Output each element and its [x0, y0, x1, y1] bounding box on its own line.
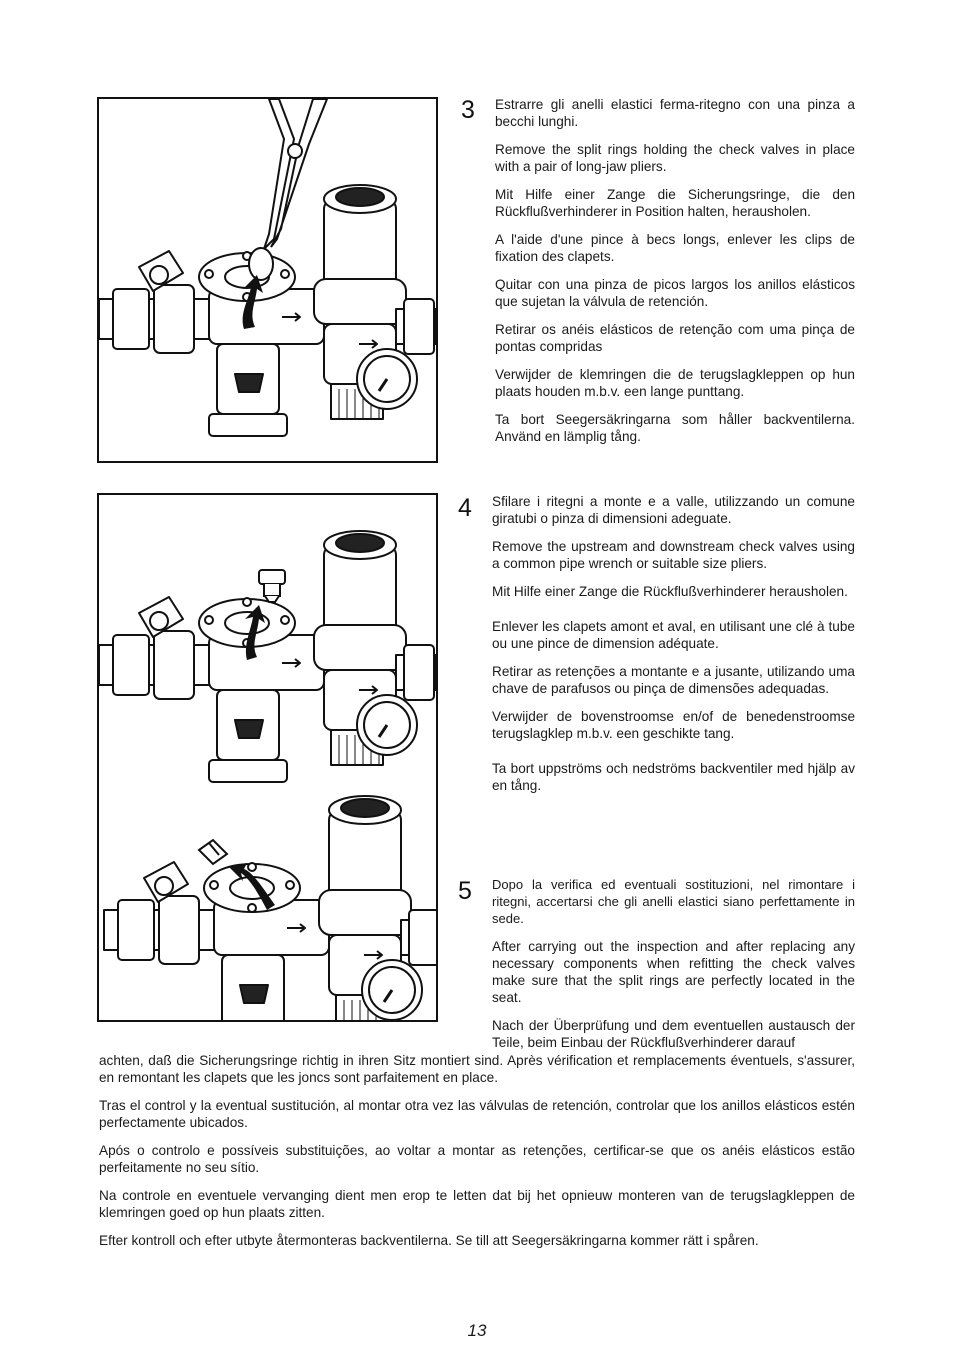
paragraph-it: Dopo la verifica ed eventuali sostituzioni, nel rimontare i ritegni, accertarsi che gli anelli elastici siano perfettamente in sede. [492, 877, 855, 926]
paragraph-it: Estrarre gli anelli elastici ferma-ritegno con una pinza a becchi lunghi. [495, 97, 855, 129]
paragraph-de-fr: achten, daß die Sicherungsringe richtig in ihren Sitz montiert sind. Après vérification et remplacements éventuels, s'assurer, en remontant les clapets que les joncs sont parfaitement en place. [99, 1053, 855, 1085]
paragraph-nl: Na controle en eventuele vervanging dient men erop te letten dat bij het opnieuw monteren van de terugslagkleppen de klemringen goed op hun plaats zitten. [99, 1188, 855, 1220]
page-number: 13 [467, 1321, 487, 1340]
figure-check-valve-removal-refit [97, 493, 438, 1022]
step-number: 3 [461, 96, 475, 124]
paragraph-sv: Ta bort Seegersäkringarna som håller backventilerna. Använd en lämplig tång. [495, 412, 855, 444]
paragraph-it: Sfilare i ritegni a monte e a valle, utilizzando un comune giratubi o pinza di dimensioni adeguate. [492, 494, 855, 526]
paragraph-nl: Verwijder de klemringen die de terugslagkleppen op hun plaats houden m.b.v. een lange punttang. [495, 367, 855, 399]
step-5-text [492, 876, 855, 1051]
step-4-text [492, 493, 855, 805]
step-3-text [495, 96, 855, 456]
paragraph-fr: Enlever les clapets amont et aval, en utilisant une clé à tube ou une pince de dimension adéquate. [492, 619, 855, 651]
step-number: 5 [458, 877, 472, 905]
step-number: 4 [458, 494, 472, 522]
paragraph-es: Tras el control y la eventual sustitución, al montar otra vez las válvulas de retención, controlar que los anillos elásticos estén perfectamente ubicados. [99, 1098, 855, 1130]
paragraph-de: Mit Hilfe einer Zange die Sicherungsringe, die den Rückflußverhinderer in Position halten, herausholen. [495, 187, 855, 219]
paragraph-en: Remove the split rings holding the check valves in place with a pair of long-jaw pliers. [495, 142, 855, 174]
paragraph-sv: Ta bort uppströms och nedströms backventiler med hjälp av en tång. [492, 761, 855, 793]
paragraph-sv: Efter kontroll och efter utbyte återmonteras backventilerna. Se till att Seegersäkringarna kommer rätt i spåren. [99, 1233, 759, 1248]
paragraph-en: Remove the upstream and downstream check valves using a common pipe wrench or suitable size pliers. [492, 539, 855, 571]
step-5-continued-text [99, 1052, 855, 1260]
paragraph-pt: Após o controlo e possíveis substituições, ao voltar a montar as retenções, certificar-se que os anéis elásticos estão perfeitamente no seu sítio. [99, 1143, 855, 1175]
figure-pliers-split-ring [97, 97, 438, 463]
paragraph-nl: Verwijder de bovenstroomse en/of de benedenstroomse terugslagklep m.b.v. een geschikte tang. [492, 709, 855, 741]
paragraph-pt: Retirar as retenções a montante e a jusante, utilizando uma chave de parafusos ou pinça de dimensões adequadas. [492, 664, 855, 696]
paragraph-pt: Retirar os anéis elásticos de retenção com uma pinça de pontas compridas [495, 322, 855, 354]
paragraph-fr: A l'aide d'une pince à becs longs, enlever les clips de fixation des clapets. [495, 232, 855, 264]
paragraph-en: After carrying out the inspection and after replacing any necessary components when refitting the check valves make sure that the split rings are perfectly located in the seat. [492, 939, 855, 1005]
paragraph-de: Mit Hilfe einer Zange die Rückflußverhinderer herausholen. [492, 584, 848, 599]
paragraph-es: Quitar con una pinza de picos largos los anillos elásticos que sujetan la válvula de retención. [495, 277, 855, 309]
paragraph-de-start: Nach der Überprüfung und dem eventuellen austausch der Teile, beim Einbau der Rückflußverhinderer darauf [492, 1018, 855, 1050]
